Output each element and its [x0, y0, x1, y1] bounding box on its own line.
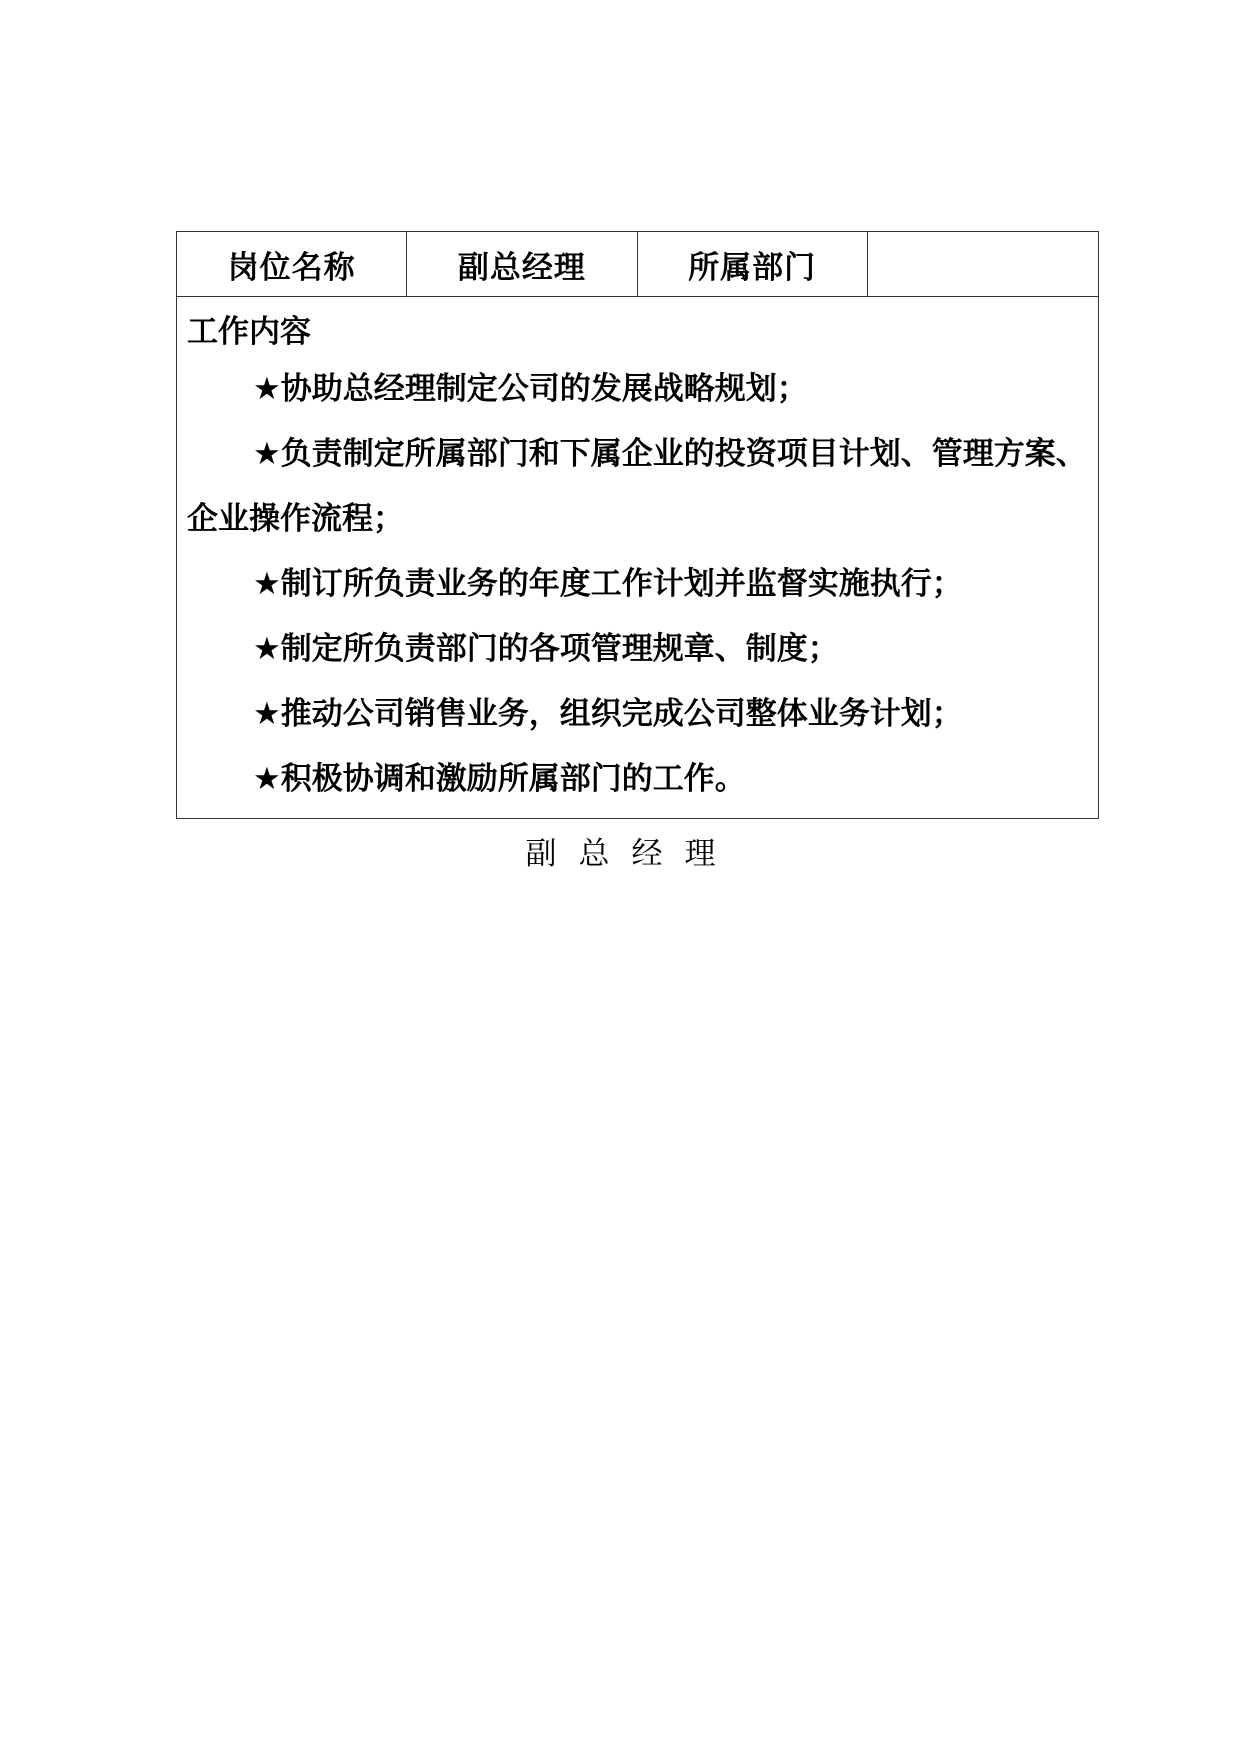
document-footer-title: 副总经理	[525, 836, 738, 872]
department-value	[868, 232, 1098, 296]
job-description-table	[176, 231, 1099, 819]
department-label: 所属部门	[638, 232, 868, 296]
duty-item: ★制定所负责部门的各项管理规章、制度；	[253, 631, 839, 667]
duty-item: ★协助总经理制定公司的发展战略规划；	[253, 371, 808, 407]
work-content-title: 工作内容	[187, 314, 311, 350]
position-name-label: 岗位名称	[177, 232, 407, 296]
duty-item: ★推动公司销售业务，组织完成公司整体业务计划；	[253, 696, 963, 732]
duty-item: ★制订所负责业务的年度工作计划并监督实施执行；	[253, 566, 963, 602]
table-header-row	[177, 232, 1098, 297]
duty-item: ★负责制定所属部门和下属企业的投资项目计划、管理方案、企业操作流程；	[187, 436, 1087, 537]
work-content-cell	[177, 297, 1098, 818]
position-name-value: 副总经理	[407, 232, 637, 296]
duty-item: ★积极协调和激励所属部门的工作。	[253, 761, 746, 797]
